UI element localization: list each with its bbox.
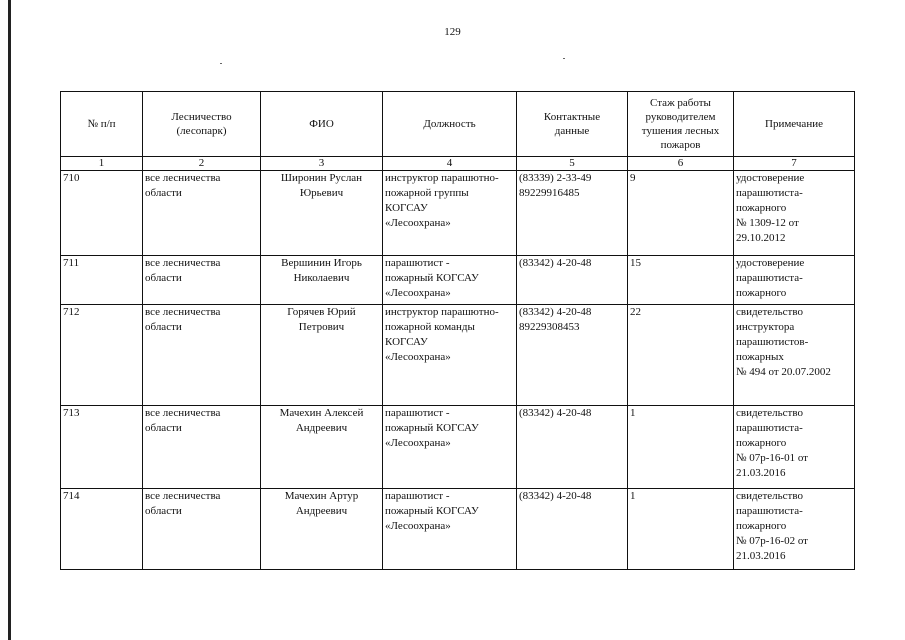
name-cell-line: Андреевич: [295, 422, 348, 434]
scan-speck: [563, 58, 565, 59]
position-cell-line: инструктор парашютно-: [385, 172, 499, 184]
header-text: Стаж работы: [650, 97, 711, 109]
table-row: [61, 256, 855, 305]
forestry-cell-line: области: [145, 187, 182, 199]
position-cell-line: пожарный КОГСАУ: [385, 422, 479, 434]
note-cell-line: 29.10.2012: [736, 232, 786, 244]
note-cell-line: 21.03.2016: [736, 550, 786, 562]
name-cell: [261, 256, 383, 305]
position-cell-line: парашютист -: [385, 257, 450, 269]
position-cell-line: «Лесоохрана»: [385, 437, 451, 449]
header-contacts: [517, 92, 628, 157]
position-cell-line: КОГСАУ: [385, 336, 428, 348]
header-num: [61, 92, 143, 157]
experience-cell: 22: [628, 305, 734, 406]
row-number: 710: [61, 171, 143, 256]
note-cell-line: парашютиста-: [736, 505, 803, 517]
position-cell-line: «Лесоохрана»: [385, 351, 451, 363]
position-cell: [383, 489, 517, 570]
forestry-cell: [143, 305, 261, 406]
note-cell-line: пожарного: [736, 437, 787, 449]
name-cell-line: Широнин Руслан: [280, 172, 363, 184]
header-text: Должность: [423, 118, 476, 130]
position-cell-line: пожарный КОГСАУ: [385, 505, 479, 517]
column-number: 2: [143, 157, 261, 171]
row-number: 713: [61, 406, 143, 489]
experience-cell: 9: [628, 171, 734, 256]
note-cell: [734, 171, 855, 256]
position-cell-line: парашютист -: [385, 407, 450, 419]
column-number: 5: [517, 157, 628, 171]
forestry-cell-line: все лесничества: [145, 172, 221, 184]
position-cell-line: инструктор парашютно-: [385, 306, 499, 318]
contacts-cell-line: (83342) 4-20-48: [519, 257, 592, 269]
forestry-cell-line: области: [145, 422, 182, 434]
contacts-cell-line: (83339) 2-33-49: [519, 172, 592, 184]
note-cell: [734, 305, 855, 406]
note-cell-line: № 07р-16-02 от: [736, 535, 808, 547]
name-cell: [261, 305, 383, 406]
forestry-cell: [143, 406, 261, 489]
note-cell: [734, 256, 855, 305]
forestry-cell-line: все лесничества: [145, 257, 221, 269]
forestry-cell-line: области: [145, 321, 182, 333]
contacts-cell: [517, 256, 628, 305]
forestry-cell-line: области: [145, 272, 182, 284]
position-cell-line: «Лесоохрана»: [385, 287, 451, 299]
scan-speck: [220, 63, 222, 64]
contacts-cell-line: 89229308453: [519, 321, 580, 333]
note-cell-line: свидетельство: [736, 407, 803, 419]
note-cell-line: 21.03.2016: [736, 467, 786, 479]
contacts-cell-line: (83342) 4-20-48: [519, 407, 592, 419]
note-cell-line: удостоверение: [736, 172, 805, 184]
left-margin-bar: [8, 0, 11, 640]
header-position: [383, 92, 517, 157]
position-cell-line: «Лесоохрана»: [385, 520, 451, 532]
staff-table: [60, 91, 855, 570]
note-cell-line: парашютиста-: [736, 272, 803, 284]
forestry-cell: [143, 256, 261, 305]
column-number: 6: [628, 157, 734, 171]
forestry-cell-line: все лесничества: [145, 407, 221, 419]
header-text: № п/п: [87, 118, 116, 130]
position-cell: [383, 406, 517, 489]
experience-cell: 1: [628, 489, 734, 570]
position-cell: [383, 305, 517, 406]
note-cell-line: удостоверение: [736, 257, 805, 269]
header-experience: [628, 92, 734, 157]
position-cell-line: КОГСАУ: [385, 202, 428, 214]
row-number: 711: [61, 256, 143, 305]
header-text: тушения лесных: [641, 125, 720, 137]
column-number: 7: [734, 157, 855, 171]
header-text: данные: [554, 125, 590, 137]
note-cell-line: № 1309-12 от: [736, 217, 799, 229]
position-cell-line: пожарной команды: [385, 321, 475, 333]
note-cell-line: № 07р-16-01 от: [736, 452, 808, 464]
name-cell-line: Мачехин Артур: [284, 490, 359, 502]
header-text: (лесопарк): [176, 125, 227, 137]
note-cell-line: свидетельство: [736, 306, 803, 318]
row-number: 712: [61, 305, 143, 406]
header-name: [261, 92, 383, 157]
header-note: [734, 92, 855, 157]
name-cell: [261, 171, 383, 256]
forestry-cell-line: все лесничества: [145, 490, 221, 502]
name-cell-line: Андреевич: [295, 505, 348, 517]
row-number: 714: [61, 489, 143, 570]
header-text: Примечание: [765, 118, 823, 130]
column-number: 1: [61, 157, 143, 171]
note-cell-line: пожарного: [736, 287, 787, 299]
name-cell-line: Мачехин Алексей: [279, 407, 364, 419]
header-text: ФИО: [309, 118, 334, 130]
name-cell-line: Горячев Юрий: [287, 306, 356, 318]
contacts-cell: [517, 305, 628, 406]
note-cell-line: № 494 от 20.07.2002: [736, 366, 831, 378]
note-cell-line: парашютиста-: [736, 422, 803, 434]
forestry-cell-line: все лесничества: [145, 306, 221, 318]
note-cell-line: пожарного: [736, 520, 787, 532]
note-cell: [734, 406, 855, 489]
name-cell-line: Юрьевич: [299, 187, 344, 199]
name-cell-line: Николаевич: [293, 272, 350, 284]
table-row: [61, 305, 855, 406]
header-text: Контактные: [543, 111, 601, 123]
header-text: Лесничество: [171, 111, 232, 123]
table-row: [61, 489, 855, 570]
note-cell-line: парашютиста-: [736, 187, 803, 199]
note-cell-line: парашютистов-: [736, 336, 809, 348]
name-cell-line: Петрович: [298, 321, 345, 333]
forestry-cell-line: области: [145, 505, 182, 517]
experience-cell: 1: [628, 406, 734, 489]
table-body: [61, 171, 855, 570]
table-row: [61, 171, 855, 256]
position-cell: [383, 171, 517, 256]
position-cell-line: парашютист -: [385, 490, 450, 502]
experience-cell: 15: [628, 256, 734, 305]
note-cell-line: пожарного: [736, 202, 787, 214]
position-cell: [383, 256, 517, 305]
column-number: 3: [261, 157, 383, 171]
contacts-cell-line: 89229916485: [519, 187, 580, 199]
note-cell: [734, 489, 855, 570]
column-number-row: [61, 157, 855, 171]
column-number: 4: [383, 157, 517, 171]
header-text: руководителем: [645, 111, 716, 123]
header-forestry: [143, 92, 261, 157]
note-cell-line: свидетельство: [736, 490, 803, 502]
contacts-cell-line: (83342) 4-20-48: [519, 306, 592, 318]
forestry-cell: [143, 489, 261, 570]
table-row: [61, 406, 855, 489]
header-text: пожаров: [660, 139, 701, 151]
name-cell: [261, 406, 383, 489]
name-cell-line: Вершинин Игорь: [281, 257, 362, 269]
name-cell: [261, 489, 383, 570]
note-cell-line: инструктора: [736, 321, 795, 333]
table-header-row: [61, 92, 855, 157]
page-number: 129: [444, 26, 461, 38]
position-cell-line: пожарной группы: [385, 187, 469, 199]
contacts-cell: [517, 406, 628, 489]
note-cell-line: пожарных: [736, 351, 784, 363]
contacts-cell: [517, 171, 628, 256]
position-cell-line: «Лесоохрана»: [385, 217, 451, 229]
contacts-cell: [517, 489, 628, 570]
position-cell-line: пожарный КОГСАУ: [385, 272, 479, 284]
forestry-cell: [143, 171, 261, 256]
contacts-cell-line: (83342) 4-20-48: [519, 490, 592, 502]
